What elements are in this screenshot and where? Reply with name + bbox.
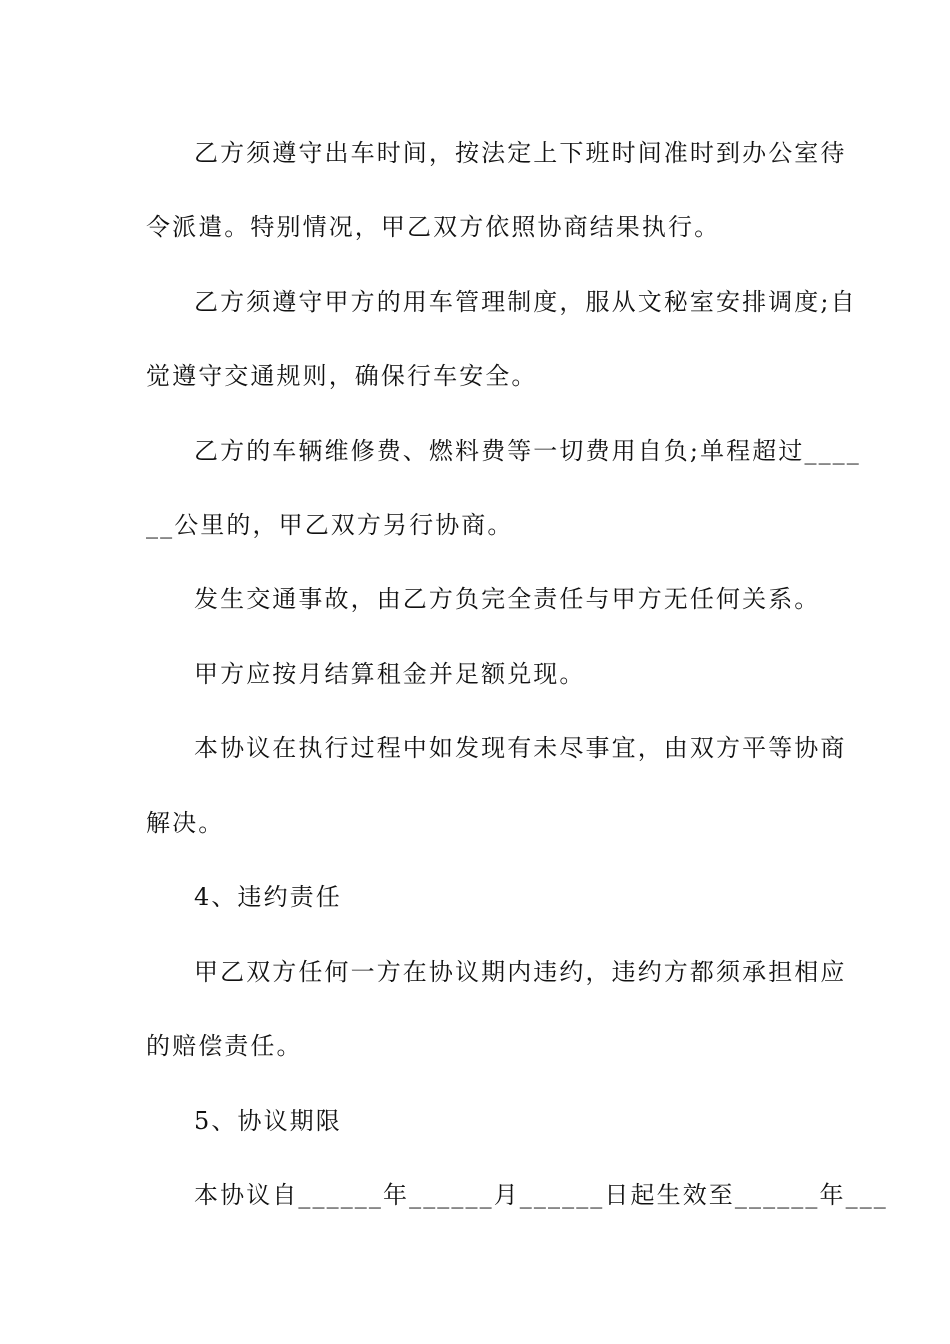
paragraph-line: 乙方须遵守甲方的用车管理制度，服从文秘室安排调度;自 <box>194 288 857 316</box>
paragraph-line: 乙方的车辆维修费、燃料费等一切费用自负;单程超过____ <box>194 437 861 465</box>
paragraph-line: __公里的，甲乙双方另行协商。 <box>146 511 514 539</box>
paragraph-line: 的赔偿责任。 <box>146 1032 303 1060</box>
paragraph-line: 本协议自______年______月______日起生效至______年___ <box>194 1181 888 1209</box>
paragraph-line: 乙方须遵守出车时间，按法定上下班时间准时到办公室待 <box>194 139 847 167</box>
paragraph-line: 发生交通事故，由乙方负完全责任与甲方无任何关系。 <box>194 585 821 613</box>
paragraph-line: 本协议在执行过程中如发现有未尽事宜，由双方平等协商 <box>194 734 847 762</box>
paragraph-line: 解决。 <box>146 809 225 837</box>
paragraph-line: 甲乙双方任何一方在协议期内违约，违约方都须承担相应 <box>194 958 847 986</box>
paragraph-line: 甲方应按月结算租金并足额兑现。 <box>194 660 586 688</box>
paragraph-line: 觉遵守交通规则，确保行车安全。 <box>146 362 538 390</box>
section-heading: 4、违约责任 <box>194 883 342 911</box>
section-heading: 5、协议期限 <box>194 1107 342 1135</box>
paragraph-line: 令派遣。特别情况，甲乙双方依照协商结果执行。 <box>146 213 721 241</box>
